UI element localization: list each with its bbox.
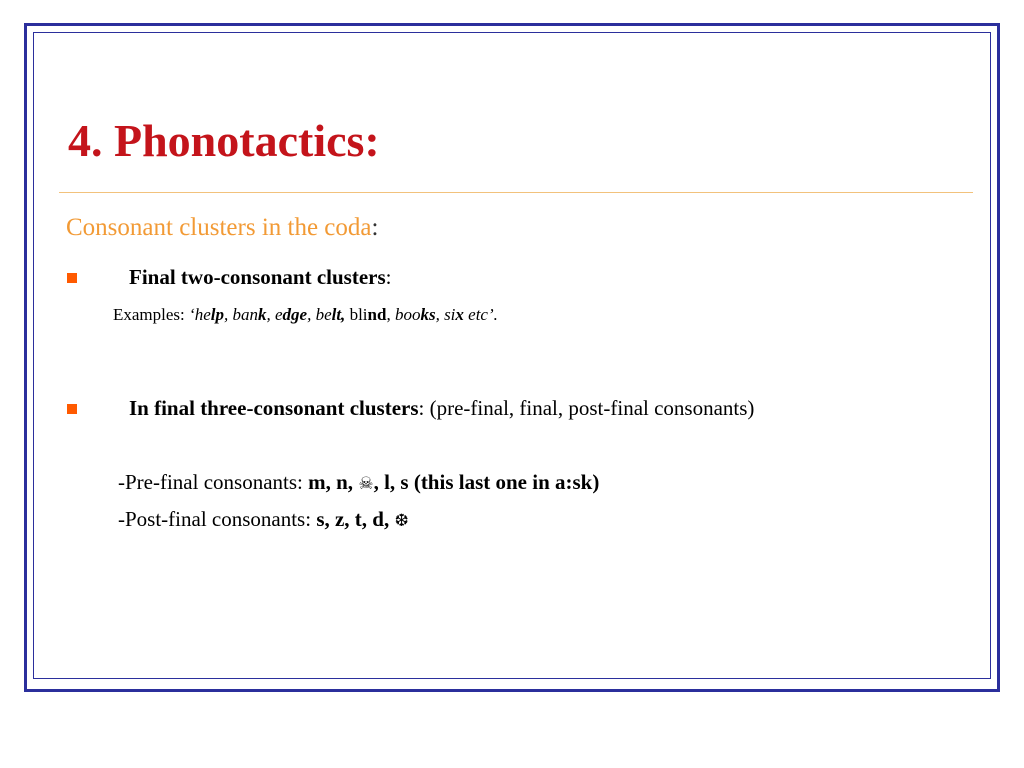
prefinal-consonants-line: [118, 470, 599, 495]
subtitle-text: Consonant clusters in the coda: [66, 214, 372, 241]
examples-words: [189, 305, 350, 324]
bullet-square-icon: [67, 404, 77, 414]
slide-subtitle: [66, 213, 378, 243]
prefinal-values: m, n, ☠, l, s (this last one in a:sk): [308, 470, 600, 494]
examples-line: [113, 305, 498, 325]
example-word: edge,: [274, 305, 316, 324]
example-word: bank,: [232, 305, 275, 324]
example-word: help,: [194, 305, 233, 324]
example-word: books,: [394, 305, 445, 324]
subtitle-colon: :: [371, 214, 379, 241]
bullet-heading: Final two-consonant clusters: [129, 265, 386, 289]
title-divider: [59, 192, 973, 193]
examples-label: Examples:: [113, 305, 190, 324]
example-word-blind: blind,: [349, 305, 395, 324]
example-word: six: [444, 305, 464, 324]
examples-words-tail: [395, 305, 498, 324]
examples-tail: etc’.: [463, 305, 498, 324]
bullet-final-two-consonant: [129, 265, 392, 290]
bullet-heading: In final three-consonant clusters: [129, 396, 419, 420]
bullet-suffix: : (pre-final, final, post-final consonants): [418, 396, 755, 420]
bullet-final-three-consonant: [129, 396, 754, 421]
postfinal-consonants-line: [118, 507, 409, 532]
open-quote: ‘: [189, 305, 195, 324]
prefinal-label: -Pre-final consonants:: [118, 470, 309, 494]
bullet-suffix: :: [385, 265, 392, 289]
postfinal-label: -Post-final consonants:: [118, 507, 317, 531]
snowflake-icon: ❆: [394, 511, 409, 531]
bullet-square-icon: [67, 273, 77, 283]
skull-crossbones-icon: ☠: [358, 474, 374, 494]
slide-title: 4. Phonotactics:: [68, 115, 380, 166]
example-word: belt,: [315, 305, 346, 324]
postfinal-values: s, z, t, d, ❆: [316, 507, 409, 531]
